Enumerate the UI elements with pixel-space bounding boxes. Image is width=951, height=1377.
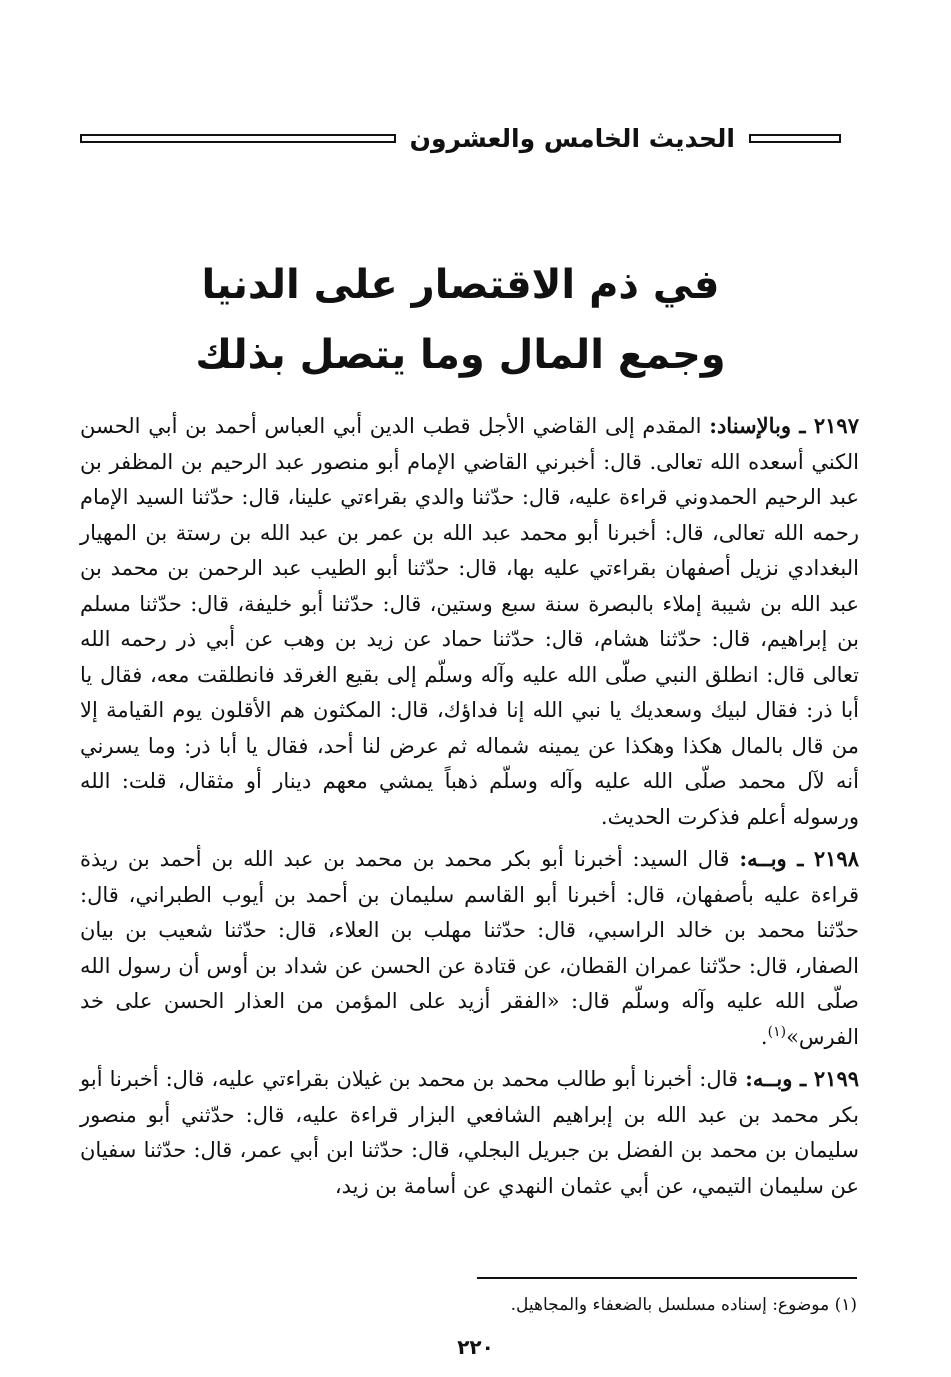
footnote: (١) موضوع: إسناده مسلسل بالضعفاء والمجاهيل. bbox=[510, 1295, 857, 1315]
chapter-title bbox=[80, 250, 841, 390]
running-header bbox=[80, 118, 841, 158]
hadith-text: قال السيد: أخبرنا أبو بكر محمد بن محمد بن عبد الله بن أحمد بن ريذة قراءة عليه بأصفهان، قال: أخبرنا أبو القاسم سليمان بن أحمد بن أيوب الطبراني، قال: حدّثنا محمد بن خالد الراسبي، قال: حدّثنا مهلب بن العلاء، قال: حدّثنا شعيب بن بيان الصفار، قال: حدّثنا عمران القطان، عن قتادة عن الحسن عن شداد بن أوس أن رسول الله صلّى الله عليه وآله وسلّم قال: «الفقر أزيد على المؤمن من العذار الحسن على خد الفرس» bbox=[80, 847, 859, 1049]
chapter-title-line-2: وجمع المال وما يتصل بذلك bbox=[195, 332, 726, 378]
hadith-number: ٢١٩٨ ـ وبــه: bbox=[739, 846, 859, 871]
header-ornament-bar bbox=[749, 134, 841, 143]
hadith-text: قال: أخبرنا أبو طالب محمد بن محمد بن غيلان بقراءتي عليه، قال: أخبرنا أبو بكر محمد بن عبد الله بن إبراهيم الشافعي البزار قراءة عليه، قال: حدّثني أبو منصور سليمان بن محمد بن الفضل بن جبريل البجلي، قال: حدّثنا ابن أبي عمر، قال: حدّثنا سفيان عن سليمان التيمي، عن أبي عثمان النهدي عن أسامة بن زيد، bbox=[80, 1067, 859, 1198]
hadith-text-tail: . bbox=[760, 1024, 768, 1049]
chapter-title-line-1: في ذم الاقتصار على الدنيا bbox=[201, 262, 720, 308]
page-number: ٢٢٠ bbox=[457, 1335, 494, 1359]
footnote-divider bbox=[477, 1277, 857, 1279]
header-ornament-bar bbox=[80, 134, 396, 143]
body-text bbox=[80, 408, 859, 1210]
running-header-title: الحديث الخامس والعشرون bbox=[409, 123, 735, 153]
hadith-number: ٢١٩٩ ـ وبــه: bbox=[745, 1066, 860, 1091]
footnote-reference[interactable]: (١) bbox=[767, 1023, 787, 1040]
hadith-paragraph bbox=[80, 841, 859, 1055]
hadith-text: المقدم إلى القاضي الأجل قطب الدين أبي العباس أحمد بن أبي الحسن الكني أسعده الله تعالى. قال: أخبرني القاضي الإمام أبو منصور عبد الرحيم بن المظفر بن عبد الرحيم الحمدوني قراءة عليه، قال: حدّثنا والدي بقراءتي علينا، قال: حدّثنا السيد الإمام رحمه الله تعالى، قال: أخبرنا أبو محمد عبد الله بن عمر بن عبد الله بن رستة بن المهيار البغدادي نزيل أصفهان بقراءتي عليه بها، قال: حدّثنا أبو الطيب عبد الرحمن بن محمد بن عبد الله بن شيبة إملاء بالبصرة سنة سبع وستين، قال: حدّثنا أبو خليفة، قال: حدّثنا مسلم بن إبراهيم، قال: حدّثنا هشام، قال: حدّثنا حماد عن زيد بن وهب عن أبي ذر رحمه الله تعالى قال: انطلق النبي صلّى الله عليه وآله وسلّم إلى بقيع الغرقد فانطلقت معه، فقال يا أبا ذر: فقال لبيك وسعديك يا نبي الله إنا فداؤك، قال: المكثون هم الأقلون يوم القيامة إلا من قال بالمال هكذا وهكذا عن يمينه شماله ثم عرض لنا أحد، فقال يا أبا ذر: وما يسرني أنه لآل محمد صلّى الله عليه وآله وسلّم ذهباً يمشي معهم دينار أو مثقال، قلت: الله ورسوله أعلم فذكرت الحديث. bbox=[80, 414, 859, 829]
hadith-number: ٢١٩٧ ـ وبالإسناد: bbox=[709, 413, 859, 438]
hadith-paragraph bbox=[80, 1061, 859, 1204]
hadith-paragraph bbox=[80, 408, 859, 835]
